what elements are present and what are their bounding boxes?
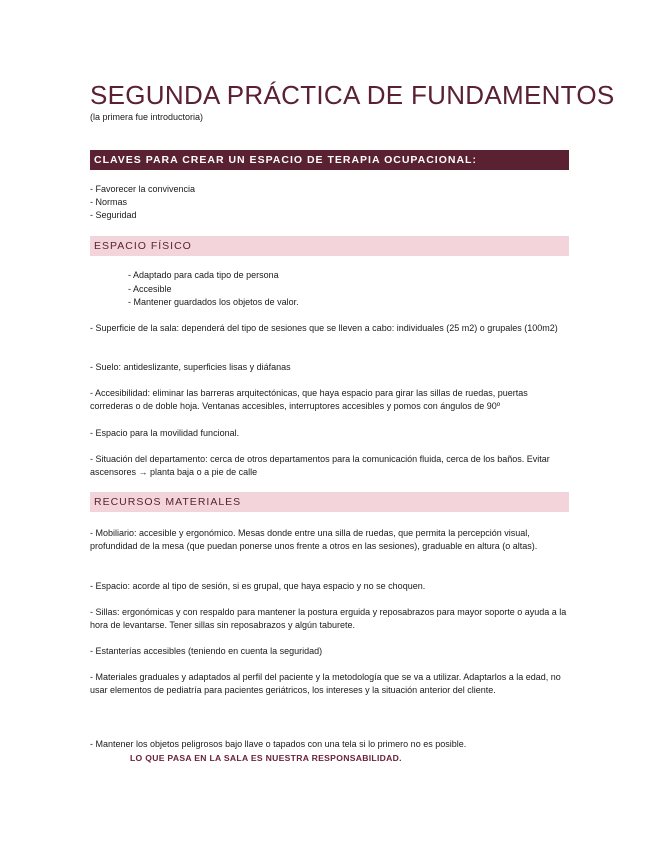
- section-heading-claves: CLAVES PARA CREAR UN ESPACIO DE TERAPIA OCUPACIONAL:: [90, 150, 569, 170]
- paragraph: - Materiales graduales y adaptados al perfil del paciente y la metodología que se va a utilizar. Adaptarlos a la edad, no usar elementos de pediatría para pacientes geriátricos, los intereses y la situación anterior del cliente.: [90, 672, 561, 696]
- paragraph: - Superficie de la sala: dependerá del tipo de sesiones que se lleven a cabo: individuales (25 m2) o grupales (100m2): [90, 323, 558, 333]
- list-item: - Adaptado para cada tipo de persona: [128, 270, 279, 280]
- paragraph: - Situación del departamento: cerca de otros departamentos para la comunicación fluida, cerca de los baños. Evitar ascensores → planta baja o a pie de calle: [90, 454, 550, 478]
- paragraph: - Suelo: antideslizante, superficies lisas y diáfanas: [90, 362, 291, 372]
- paragraph: - Sillas: ergonómicas y con respaldo para mantener la postura erguida y reposabrazos para mayor soporte o ayuda a la hora de levantarse. Tener sillas sin reposabrazos y algún taburete.: [90, 607, 567, 631]
- list-item: - Seguridad: [90, 210, 137, 220]
- paragraph: - Espacio para la movilidad funcional.: [90, 428, 240, 438]
- page-title: SEGUNDA PRÁCTICA DE FUNDAMENTOS: [90, 80, 615, 110]
- list-item: - Normas: [90, 197, 128, 207]
- list-item: - Mantener guardados los objetos de valor.: [128, 297, 299, 307]
- section-heading-recursos-materiales: RECURSOS MATERIALES: [90, 492, 569, 512]
- list-item: - Accesible: [128, 284, 172, 294]
- paragraph: - Espacio: acorde al tipo de sesión, si es grupal, que haya espacio y no se choquen.: [90, 581, 426, 591]
- list-item: - Favorecer la convivencia: [90, 184, 196, 194]
- section-heading-espacio-fisico: ESPACIO FÍSICO: [90, 236, 569, 256]
- paragraph: - Accesibilidad: eliminar las barreras arquitectónicas, que haya espacio para girar las sillas de ruedas, puertas correderas o de doble hoja. Ventanas accesibles, interruptores accesibles y pomos con ángulos de 90º: [90, 388, 528, 412]
- paragraph: - Estanterías accesibles (teniendo en cuenta la seguridad): [90, 646, 323, 656]
- paragraph: - Mantener los objetos peligrosos bajo llave o tapados con una tela si lo primero no es posible.: [90, 739, 467, 749]
- responsibility-callout: LO QUE PASA EN LA SALA ES NUESTRA RESPONSABILIDAD.: [130, 753, 402, 763]
- page-subtitle: (la primera fue introductoria): [90, 112, 204, 122]
- paragraph: - Mobiliario: accesible y ergonómico. Mesas donde entre una silla de ruedas, que permita la percepción visual, profundidad de la mesa (que puedan ponerse unos frente a otros en las sesiones), graduable en altura (o altas).: [90, 528, 538, 552]
